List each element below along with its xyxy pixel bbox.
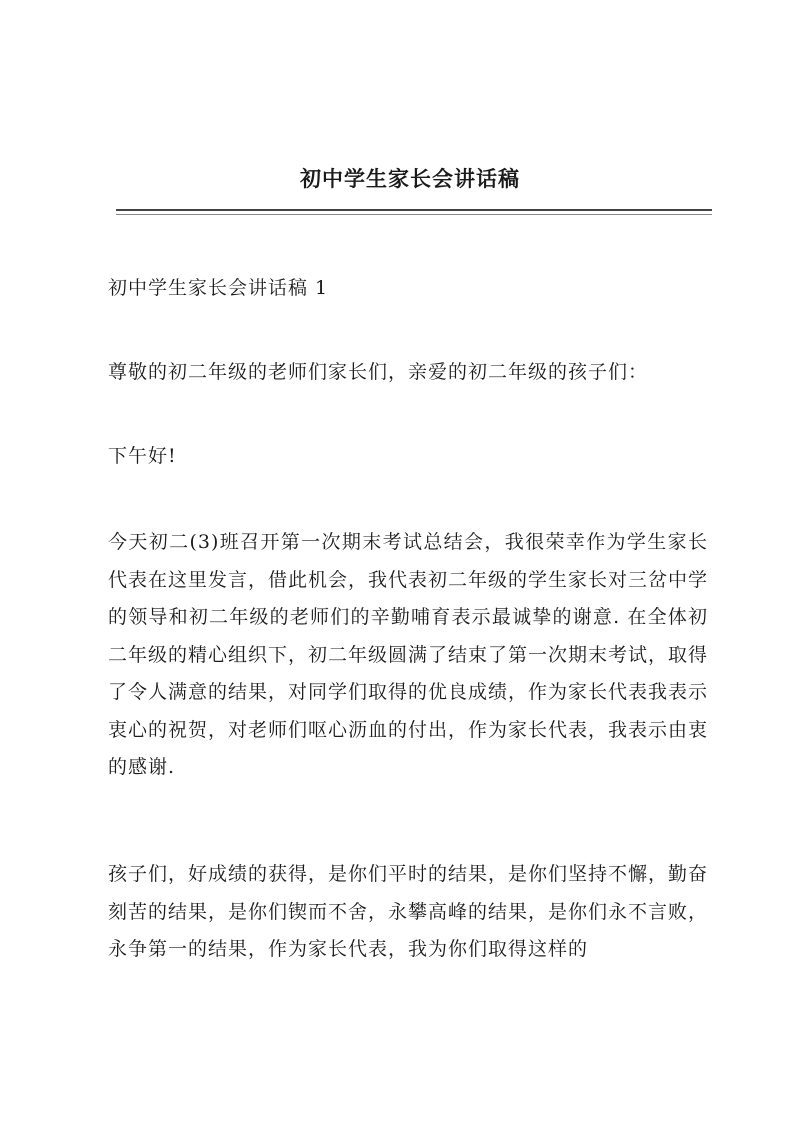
paragraph: 今天初二(3)班召开第一次期末考试总结会，我很荣幸作为学生家长代表在这里发言，借此机会，我代表初二年级的学生家长对三岔中学的领导和初二年级的老师们的辛勤哺育表示最诚挚的谢意. 在全体初二年级的精心组织下，初二年级圆满了结束了第一次期末考试，取得了令人满意的结果，对同学们取得的优良成绩，作为家长代表我表示衷心的祝贺，对老师们呕心沥血的付出，作为家长代表，我表示由衷的感谢. <box>108 531 709 778</box>
document-title: 初中学生家长会讲话稿 <box>300 166 520 191</box>
greeting: 下午好! <box>108 445 177 467</box>
salutation: 尊敬的初二年级的老师们家长们，亲爱的初二年级的孩子们： <box>108 361 649 383</box>
paragraph: 孩子们，好成绩的获得，是你们平时的结果，是你们坚持不懈，勤奋刻苦的结果，是你们锲而不舍，永攀高峰的结果，是你们永不言败，永争第一的结果，作为家长代表，我为你们取得这样的 <box>108 863 709 960</box>
title-divider-thin <box>116 214 712 215</box>
title-divider <box>116 209 712 211</box>
section-heading: 初中学生家长会讲话稿 1 <box>108 277 329 299</box>
